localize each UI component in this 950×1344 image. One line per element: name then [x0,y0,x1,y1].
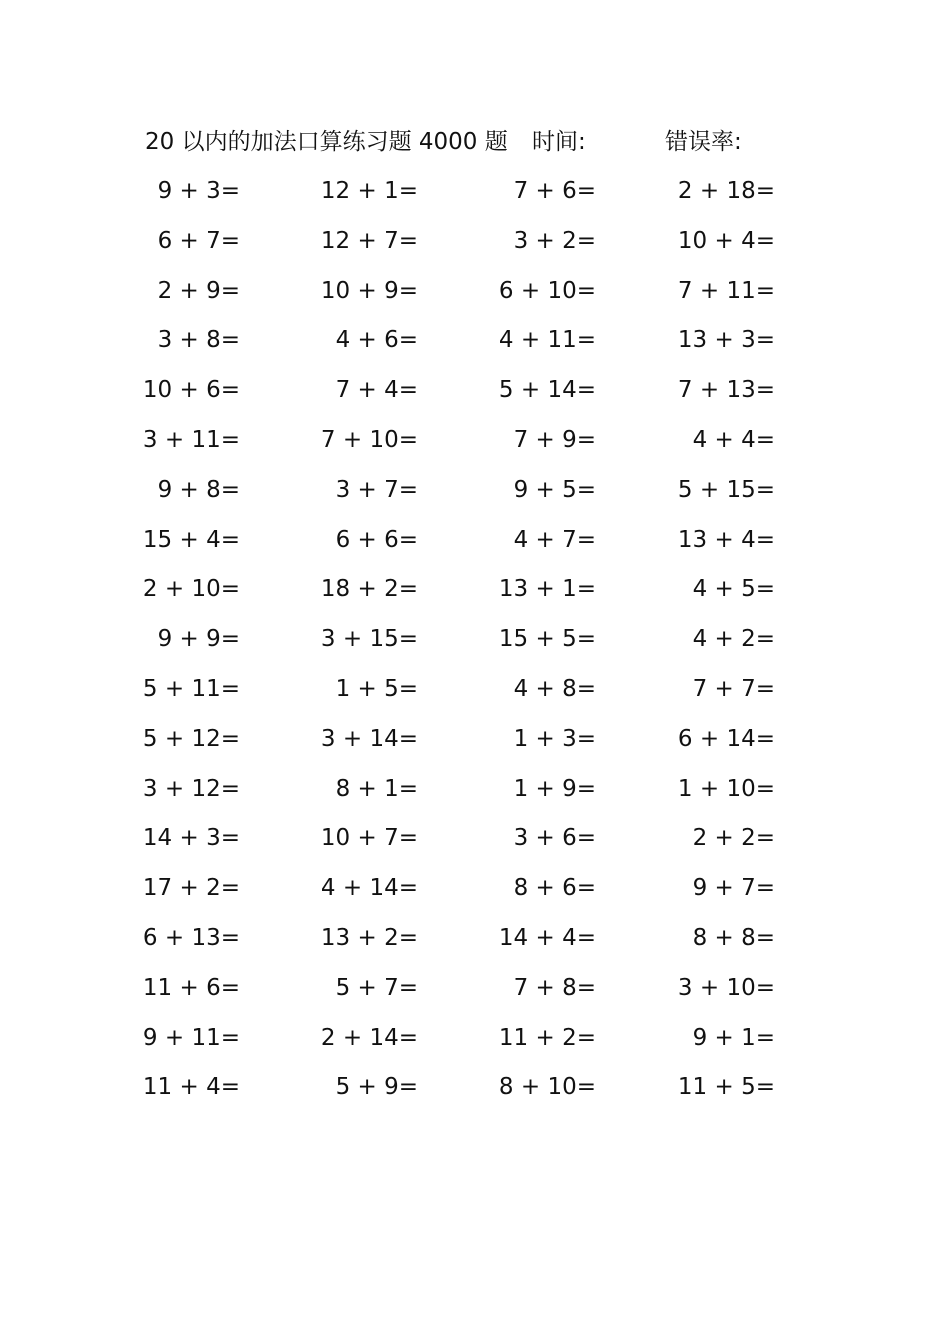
addition-problem: 3 + 2= [513,227,596,254]
addition-problem: 9 + 7= [692,875,775,902]
problem-row [0,223,950,273]
problem-row [0,621,950,671]
addition-problem: 4 + 4= [692,426,775,453]
addition-problem: 11 + 2= [498,1024,596,1051]
problem-row [0,372,950,422]
addition-problem: 4 + 2= [692,626,775,653]
addition-problem: 8 + 10= [498,1074,596,1101]
addition-problem: 2 + 18= [677,178,775,204]
addition-problem: 2 + 10= [142,576,240,603]
addition-problem: 7 + 4= [335,377,418,404]
addition-problem: 5 + 15= [677,476,775,503]
addition-problem: 10 + 4= [677,227,775,254]
error-rate-label: 错误率: [665,129,742,155]
addition-problem: 13 + 1= [498,576,596,603]
addition-problem: 12 + 7= [320,227,418,254]
problem-row [0,970,950,1020]
addition-problem: 7 + 10= [320,426,418,453]
addition-problem: 7 + 8= [513,974,596,1001]
addition-problem: 5 + 12= [142,725,240,752]
problem-row [0,1069,950,1119]
problem-row [0,173,950,223]
addition-problem: 2 + 2= [692,825,775,852]
addition-problem: 5 + 9= [335,1074,418,1101]
addition-problem: 14 + 4= [498,924,596,951]
addition-problem: 15 + 4= [142,526,240,553]
time-label: 时间: [532,129,586,155]
addition-problem: 6 + 6= [335,526,418,553]
addition-problem: 6 + 7= [157,227,240,254]
addition-problem: 7 + 11= [677,277,775,304]
addition-problem: 9 + 11= [142,1024,240,1051]
problem-grid [0,173,950,1119]
addition-problem: 3 + 6= [513,825,596,852]
addition-problem: 1 + 10= [677,775,775,802]
problem-row [0,322,950,372]
addition-problem: 2 + 9= [157,277,240,304]
addition-problem: 4 + 11= [498,327,596,354]
addition-problem: 13 + 3= [677,327,775,354]
problem-row [0,522,950,572]
addition-problem: 9 + 3= [157,178,240,204]
problem-row [0,472,950,522]
addition-problem: 4 + 5= [692,576,775,603]
addition-problem: 4 + 7= [513,526,596,553]
addition-problem: 3 + 14= [320,725,418,752]
addition-problem: 5 + 14= [498,377,596,404]
addition-problem: 12 + 1= [320,178,418,204]
problem-row [0,571,950,621]
addition-problem: 15 + 5= [498,626,596,653]
problem-row [0,1020,950,1070]
addition-problem: 1 + 9= [513,775,596,802]
addition-problem: 17 + 2= [142,875,240,902]
addition-problem: 3 + 10= [677,974,775,1001]
addition-problem: 7 + 13= [677,377,775,404]
problem-row [0,820,950,870]
addition-problem: 3 + 12= [142,775,240,802]
addition-problem: 1 + 5= [335,675,418,702]
addition-problem: 14 + 3= [142,825,240,852]
addition-problem: 3 + 7= [335,476,418,503]
addition-problem: 4 + 6= [335,327,418,354]
addition-problem: 5 + 11= [142,675,240,702]
addition-problem: 5 + 7= [335,974,418,1001]
addition-problem: 9 + 8= [157,476,240,503]
problem-row [0,671,950,721]
addition-problem: 7 + 9= [513,426,596,453]
addition-problem: 6 + 14= [677,725,775,752]
addition-problem: 9 + 5= [513,476,596,503]
addition-problem: 3 + 8= [157,327,240,354]
addition-problem: 7 + 7= [692,675,775,702]
addition-problem: 18 + 2= [320,576,418,603]
addition-problem: 9 + 1= [692,1024,775,1051]
addition-problem: 4 + 8= [513,675,596,702]
addition-problem: 7 + 6= [513,178,596,204]
addition-problem: 11 + 5= [677,1074,775,1101]
addition-problem: 1 + 3= [513,725,596,752]
problem-row [0,721,950,771]
addition-problem: 6 + 10= [498,277,596,304]
addition-problem: 10 + 9= [320,277,418,304]
addition-problem: 13 + 2= [320,924,418,951]
addition-problem: 10 + 7= [320,825,418,852]
problem-row [0,771,950,821]
addition-problem: 9 + 9= [157,626,240,653]
problem-row [0,422,950,472]
addition-problem: 2 + 14= [320,1024,418,1051]
addition-problem: 3 + 11= [142,426,240,453]
addition-problem: 13 + 4= [677,526,775,553]
addition-problem: 10 + 6= [142,377,240,404]
problem-row [0,273,950,323]
addition-problem: 4 + 14= [320,875,418,902]
worksheet-header [0,124,950,160]
addition-problem: 8 + 6= [513,875,596,902]
addition-problem: 11 + 6= [142,974,240,1001]
addition-problem: 11 + 4= [142,1074,240,1101]
addition-problem: 8 + 1= [335,775,418,802]
addition-problem: 6 + 13= [142,924,240,951]
addition-problem: 8 + 8= [692,924,775,951]
worksheet-title: 20 以内的加法口算练习题 4000 题 [145,129,508,155]
problem-row [0,870,950,920]
addition-problem: 3 + 15= [320,626,418,653]
problem-row [0,920,950,970]
